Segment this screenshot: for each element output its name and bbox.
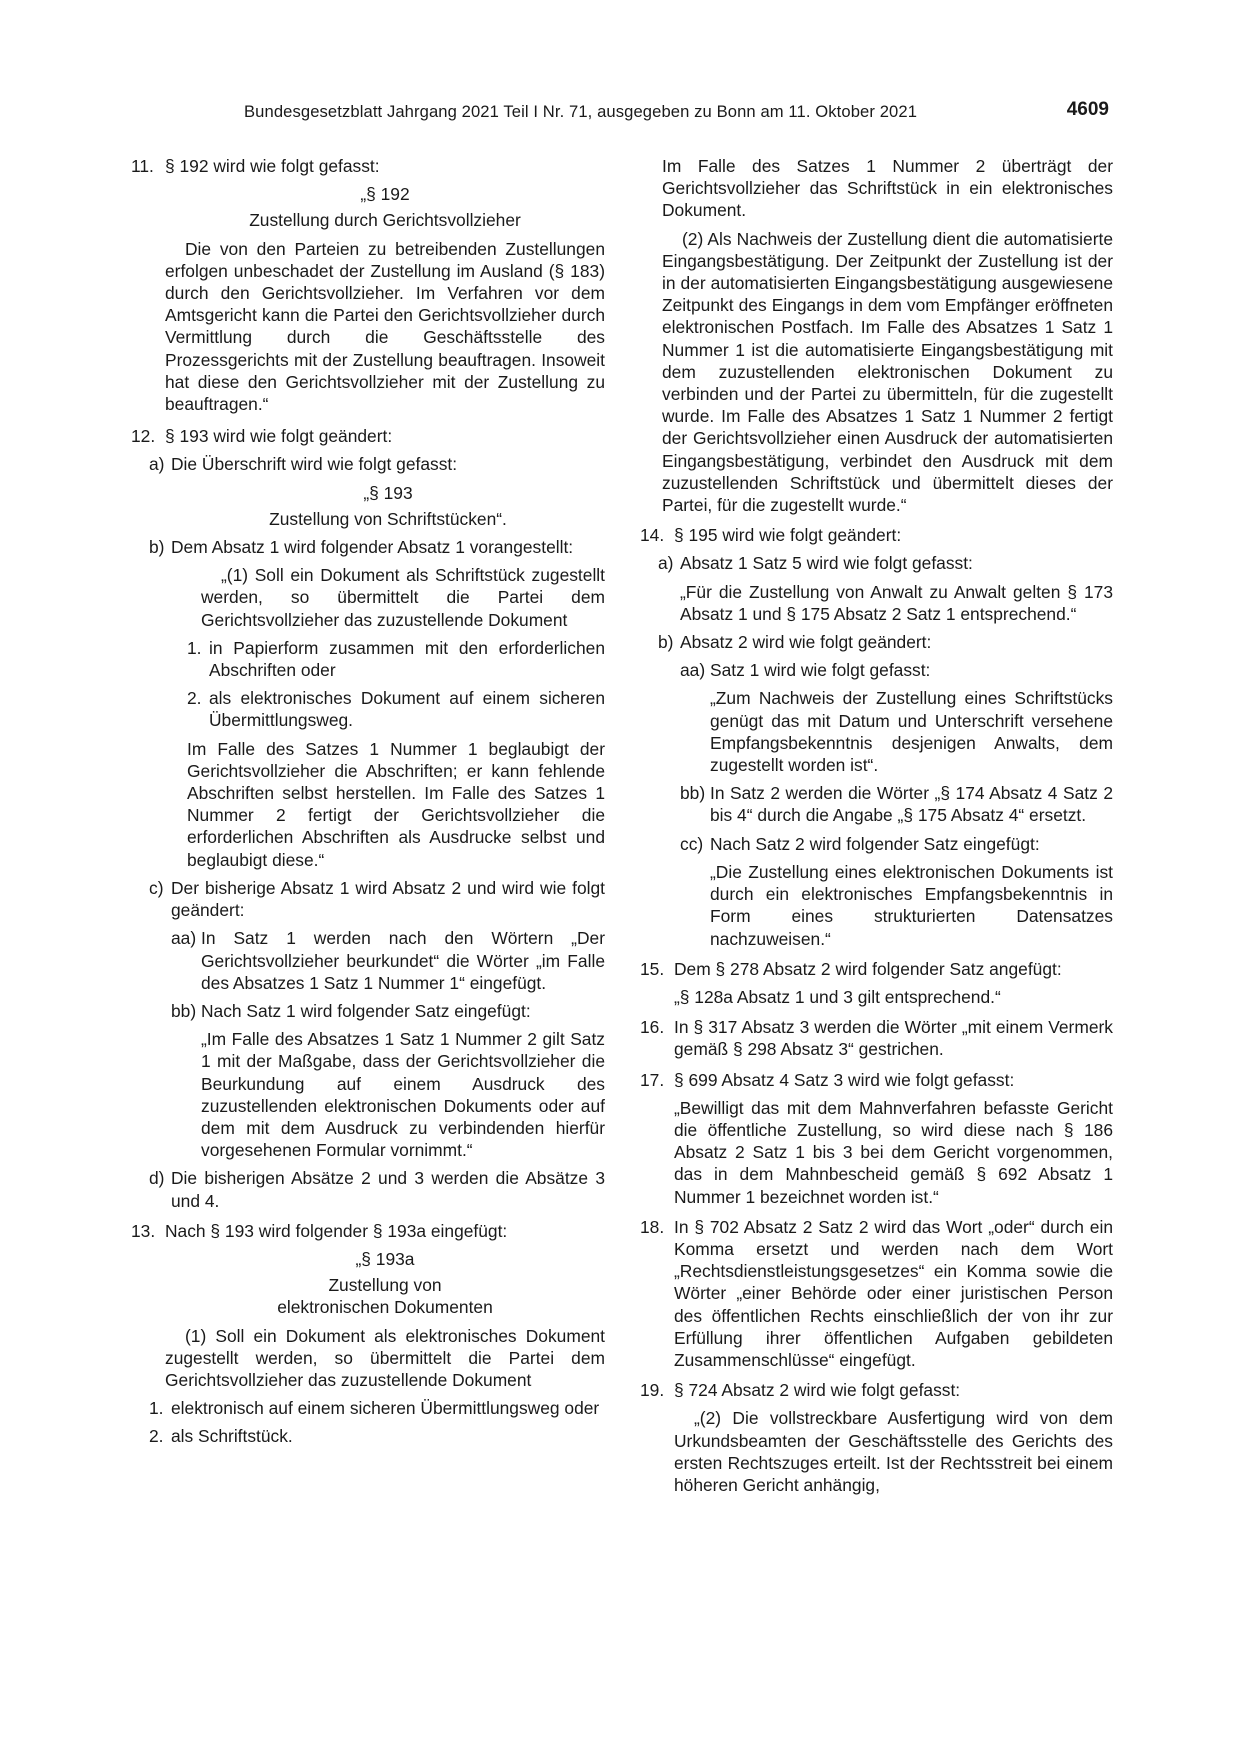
list-text: als elektronisches Dokument auf einem sicheren Übermittlungsweg. — [209, 688, 605, 731]
item-text: Dem Absatz 1 wird folgender Absatz 1 vorangestellt: — [171, 537, 574, 558]
item-14 — [640, 524, 1113, 546]
section-heading: „§ 193 — [363, 482, 413, 503]
quote-text: Im Falle des Satzes 1 Nummer 1 beglaubigt der Gerichtsvollzieher die Abschriften; er kann fehlende Abschriften selbst herstellen. Im Falle des Satzes 1 Nummer 2 fertigt der Gerichtsvollzieher die erforderlichen Abschriften als Ausdrucke selbst und beglaubigt diese.“ — [187, 738, 605, 870]
right-column — [640, 155, 1113, 1496]
running-title: Bundesgesetzblatt Jahrgang 2021 Teil I Nr. 71, ausgegeben zu Bonn am 11. Oktober 2021 — [244, 102, 918, 121]
item-17 — [640, 1069, 1113, 1091]
list-number: 1. — [149, 1398, 164, 1419]
item-19 — [640, 1379, 1113, 1401]
list-text: elektronisch auf einem sicheren Übermittlungsweg oder — [171, 1398, 600, 1419]
quote-text: „§ 128a Absatz 1 und 3 gilt entsprechend.“ — [674, 986, 1001, 1007]
item-letter: a) — [149, 454, 165, 475]
item-text: Der bisherige Absatz 1 wird Absatz 2 und wird wie folgt geändert: — [171, 877, 605, 921]
item-text: § 195 wird wie folgt geändert: — [674, 525, 902, 546]
sub-item-text: Nach Satz 2 wird folgender Satz eingefügt: — [710, 833, 1040, 854]
item-number: 19. — [640, 1380, 665, 1401]
item-text: Nach § 193 wird folgender § 193a eingefügt: — [165, 1220, 508, 1241]
list-item — [131, 1425, 605, 1447]
item-12c — [131, 877, 605, 921]
item-letter: a) — [658, 553, 674, 574]
sub-item-aa — [640, 659, 1113, 681]
list-text: in Papierform zusammen mit den erforderlichen Abschriften oder — [209, 637, 605, 681]
item-number: 18. — [640, 1216, 665, 1237]
list-item — [131, 1397, 605, 1419]
list-number: 1. — [187, 637, 202, 658]
item-number: 15. — [640, 958, 665, 979]
section-body: (1) Soll ein Dokument als elektronisches Dokument zugestellt werden, so übermittelt die Partei dem Gerichtsvollzieher das zuzustellende Dokument — [165, 1325, 605, 1390]
item-number: 16. — [640, 1017, 665, 1038]
item-12a — [131, 453, 605, 475]
item-letter: c) — [149, 877, 164, 898]
section-title: Zustellung von Schriftstücken“. — [269, 508, 507, 529]
section-heading: „§ 192 — [360, 184, 410, 205]
list-number: 2. — [187, 688, 202, 709]
section-title-line: Zustellung von — [328, 1275, 442, 1296]
item-13 — [131, 1220, 605, 1242]
item-text: § 192 wird wie folgt gefasst: — [165, 156, 380, 176]
item-text: Absatz 2 wird wie folgt geändert: — [680, 632, 932, 653]
sub-item-text: In Satz 2 werden die Wörter „§ 174 Absatz 4 Satz 2 bis 4“ durch die Angabe „§ 175 Absatz 4“ ersetzt. — [710, 783, 1113, 826]
sub-item-label: bb) — [680, 783, 706, 804]
item-12b — [131, 536, 605, 558]
item-number: 17. — [640, 1069, 665, 1090]
section-body: (2) Als Nachweis der Zustellung dient die automatisierte Eingangsbestätigung. Der Zeitpunkt der Zustellung ist der in der automatisierten Eingangsbestätigung ausgewiesene Zeitpunkt des Eingangs in dem vom Empfänger eröffneten elektronischen Postfach. Im Falle des Absatzes 1 Satz 1 Nummer 1 ist die automatisierte Eingangsbestätigung mit dem zuzustellenden elektronischen Dokument zu verbinden und der Partei zu übermitteln, für die zugestellt wurde. Im Falle des Absatzes 1 Satz 1 Nummer 2 fertigt der Gerichtsvollzieher einen Ausdruck der automatisierten Eingangsbestätigung, verbindet den Ausdruck mit dem zuzustellenden Schriftstück und übermittelt dieses der Partei, für die zugestellt wurde.“ — [662, 228, 1113, 516]
list-item — [131, 637, 605, 681]
list-item — [131, 687, 605, 731]
sub-item-cc — [640, 833, 1113, 855]
sub-item-label: cc) — [680, 833, 704, 854]
section-heading: „§ 193a — [355, 1248, 415, 1269]
item-12d — [131, 1167, 605, 1211]
item-18 — [640, 1216, 1113, 1371]
item-text: § 699 Absatz 4 Satz 3 wird wie folgt gefasst: — [674, 1069, 1015, 1090]
sub-item-bb — [640, 782, 1113, 826]
item-text: Die Überschrift wird wie folgt gefasst: — [171, 454, 458, 475]
item-text: In § 702 Absatz 2 Satz 2 wird das Wort „oder“ durch ein Komma ersetzt und werden nach dem Wort „Rechtsdienstleistungsgesetzes“ ein Komma sowie die Wörter „einer Behörde oder einer juristischen Person des öffentlichen Rechts einschließlich der von ihr zur Erfüllung ihrer öffentlichen Aufgaben gebildeten Zusammenschlüsse“ eingefügt. — [674, 1216, 1113, 1370]
item-letter: d) — [149, 1168, 165, 1189]
left-column — [131, 155, 605, 1448]
quote-text: „Die Zustellung eines elektronischen Dokuments ist durch ein elektronisches Empfangsbekenntnis in Form eines strukturierten Datensatzes nachzuweisen.“ — [710, 861, 1113, 949]
item-number: 13. — [131, 1220, 156, 1241]
sub-item-aa — [131, 927, 605, 994]
running-header — [0, 101, 1241, 127]
item-12 — [131, 425, 605, 447]
item-text: In § 317 Absatz 3 werden die Wörter „mit einem Vermerk gemäß § 298 Absatz 3“ gestrichen. — [674, 1017, 1113, 1060]
sub-item-text: Nach Satz 1 wird folgender Satz eingefügt: — [201, 1000, 531, 1021]
sub-item-text: Satz 1 wird wie folgt gefasst: — [710, 660, 931, 681]
item-11 — [131, 155, 605, 177]
quote-text: „(1) Soll ein Dokument als Schriftstück zugestellt werden, so übermittelt die Partei dem Gerichtsvollzieher das zuzustellende Dokument — [201, 565, 605, 630]
section-body: Die von den Parteien zu betreibenden Zustellungen erfolgen unbeschadet der Zustellung im Ausland (§ 183) durch den Gerichtsvollzieher. Im Verfahren vor dem Amtsgericht kann die Partei den Gerichtsvollzieher durch Vermittlung durch die Geschäftsstelle des Prozessgerichts mit der Zustellung beauftragen. Insoweit hat diese den Gerichtsvollzieher mit der Zustellung zu beauftragen.“ — [165, 238, 605, 415]
item-number: 12. — [131, 426, 156, 447]
page-number: 4609 — [1066, 99, 1109, 120]
section-title-line: elektronischen Dokumenten — [277, 1297, 493, 1318]
item-16 — [640, 1016, 1113, 1060]
sub-item-label: aa) — [680, 660, 706, 681]
item-15 — [640, 958, 1113, 980]
item-letter: b) — [658, 632, 674, 653]
list-text: als Schriftstück. — [171, 1426, 293, 1447]
item-text: Die bisherigen Absätze 2 und 3 werden die Absätze 3 und 4. — [171, 1168, 605, 1211]
item-text: Dem § 278 Absatz 2 wird folgender Satz angefügt: — [674, 958, 1062, 979]
item-text: Absatz 1 Satz 5 wird wie folgt gefasst: — [680, 553, 973, 574]
sub-item-label: aa) — [171, 928, 197, 949]
item-number: 11. — [131, 156, 154, 176]
item-14a — [640, 552, 1113, 574]
sub-item-text: In Satz 1 werden nach den Wörtern „Der Gerichtsvollzieher beurkundet“ die Wörter „im Falle des Absatzes 1 Satz 1 Nummer 1“ eingefügt. — [201, 928, 605, 993]
section-title: Zustellung durch Gerichtsvollzieher — [249, 210, 521, 231]
quote-text: „Für die Zustellung von Anwalt zu Anwalt gelten § 173 Absatz 1 und § 175 Absatz 2 Satz 1 entsprechend.“ — [680, 581, 1113, 624]
quote-text: „Im Falle des Absatzes 1 Satz 1 Nummer 2 gilt Satz 1 mit der Maßgabe, dass der Gerichtsvollzieher die Beurkundung auf einem Ausdruck des zuzustellenden elektronischen Dokuments oder auf dem mit dem Ausdruck zu verbindenden hierfür vorgesehenen Formular vornimmt.“ — [201, 1029, 605, 1161]
quote-text: „Zum Nachweis der Zustellung eines Schriftstücks genügt das mit Datum und Unterschrift versehene Empfangsbekenntnis desjenigen Anwalts, dem zugestellt worden ist“. — [710, 688, 1113, 776]
item-text: § 724 Absatz 2 wird wie folgt gefasst: — [674, 1380, 961, 1401]
item-number: 14. — [640, 525, 665, 546]
section-body: Im Falle des Satzes 1 Nummer 2 überträgt der Gerichtsvollzieher das Schriftstück in ein elektronisches Dokument. — [662, 156, 1113, 221]
sub-item-label: bb) — [171, 1000, 197, 1021]
item-text: § 193 wird wie folgt geändert: — [165, 426, 393, 447]
quote-text: „(2) Die vollstreckbare Ausfertigung wird von dem Urkundsbeamten der Geschäftsstelle des Gerichts des ersten Rechtszuges erteilt. Ist der Rechtsstreit bei einem höheren Gericht anhängig, — [674, 1408, 1113, 1495]
list-number: 2. — [149, 1426, 164, 1447]
item-14b — [640, 631, 1113, 653]
sub-item-bb — [131, 1000, 605, 1022]
item-letter: b) — [149, 537, 165, 558]
quote-text: „Bewilligt das mit dem Mahnverfahren befasste Gericht die öffentliche Zustellung, so wird diese nach § 186 Absatz 2 Satz 1 bis 3 bei dem Gericht vorgenommen, das in dem Mahnbescheid gemäß § 692 Absatz 1 Nummer 1 bezeichnet worden ist.“ — [674, 1097, 1113, 1207]
